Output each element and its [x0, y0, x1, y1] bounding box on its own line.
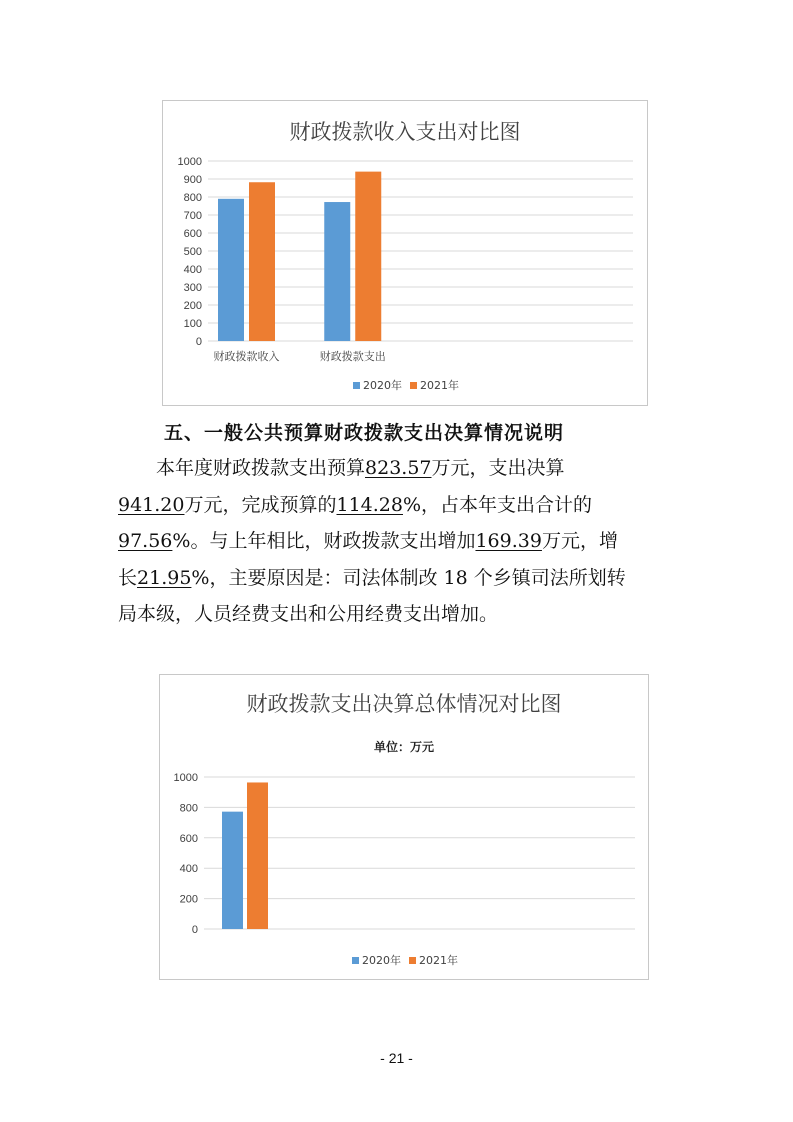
bar — [324, 202, 350, 341]
y-tick-label: 700 — [183, 210, 202, 222]
chart-title: 财政拨款收入支出对比图 — [289, 120, 521, 144]
section-heading: 五、一般公共预算财政拨款支出决算情况说明 — [164, 422, 565, 444]
text: %，主要原因是：司法体制改 18 个乡镇司法所划转 — [191, 566, 626, 589]
y-tick-label: 800 — [179, 802, 198, 815]
y-tick-label: 300 — [183, 282, 202, 294]
chart-income-expense — [162, 100, 648, 406]
increase-amount: 169.39 — [475, 530, 542, 552]
y-tick-label: 0 — [195, 336, 202, 348]
chart-total-expense — [159, 674, 649, 980]
y-tick-label: 400 — [179, 863, 198, 876]
chart-income-expense-svg — [163, 101, 647, 405]
page-number: - 21 - — [380, 1050, 413, 1066]
bar — [222, 812, 243, 929]
y-tick-label: 900 — [183, 174, 202, 186]
legend-swatch — [410, 382, 417, 389]
legend-label: 2021年 — [420, 379, 459, 392]
text: %，占本年支出合计的 — [402, 493, 593, 516]
text: 万元，支出决算 — [431, 457, 565, 479]
bar — [249, 182, 275, 341]
y-tick-label: 200 — [179, 893, 198, 906]
y-tick-label: 100 — [183, 318, 202, 330]
bar — [218, 199, 244, 341]
y-tick-label: 1000 — [177, 156, 202, 168]
growth-rate: 21.95 — [137, 566, 192, 589]
paragraph-line-1 — [118, 450, 688, 487]
legend-swatch — [409, 957, 416, 964]
legend-swatch — [353, 382, 360, 389]
y-tick-label: 600 — [183, 228, 202, 240]
chart-total-expense-svg — [160, 675, 648, 979]
budget-amount: 823.57 — [365, 457, 432, 479]
legend-label: 2020年 — [362, 954, 401, 967]
x-tick-label: 财政拨款支出 — [319, 350, 386, 363]
y-tick-label: 800 — [183, 192, 202, 204]
text: 万元，完成预算的 — [184, 493, 337, 516]
share-percent: 97.56 — [118, 530, 173, 552]
y-tick-label: 0 — [191, 924, 198, 936]
y-tick-label: 1000 — [173, 772, 198, 784]
legend-label: 2021年 — [419, 954, 458, 967]
text: 本年度财政拨款支出预算 — [156, 457, 366, 479]
completion-rate: 114.28 — [336, 493, 403, 516]
text: 长 — [118, 566, 138, 589]
text: 局本级，人员经费支出和公用经费支出增加。 — [118, 603, 499, 625]
y-tick-label: 400 — [183, 264, 202, 276]
chart-title: 财政拨款支出决算总体情况对比图 — [246, 692, 562, 716]
text: %。与上年相比，财政拨款支出增加 — [172, 530, 476, 552]
y-tick-label: 200 — [183, 300, 202, 312]
legend-label: 2020年 — [363, 379, 402, 392]
x-tick-label: 财政拨款收入 — [213, 350, 280, 363]
paragraph-line-2 — [118, 487, 688, 524]
bar — [247, 782, 268, 929]
y-tick-label: 600 — [179, 832, 198, 845]
bar — [355, 172, 381, 341]
final-amount: 941.20 — [118, 493, 185, 516]
paragraph-line-4 — [118, 560, 688, 597]
chart-subtitle: 单位：万元 — [373, 740, 435, 754]
legend-swatch — [352, 957, 359, 964]
text: 万元，增 — [541, 530, 618, 552]
body-paragraph — [118, 450, 688, 633]
y-tick-label: 500 — [183, 246, 202, 258]
paragraph-line-5 — [118, 596, 688, 633]
paragraph-line-3 — [118, 523, 688, 560]
